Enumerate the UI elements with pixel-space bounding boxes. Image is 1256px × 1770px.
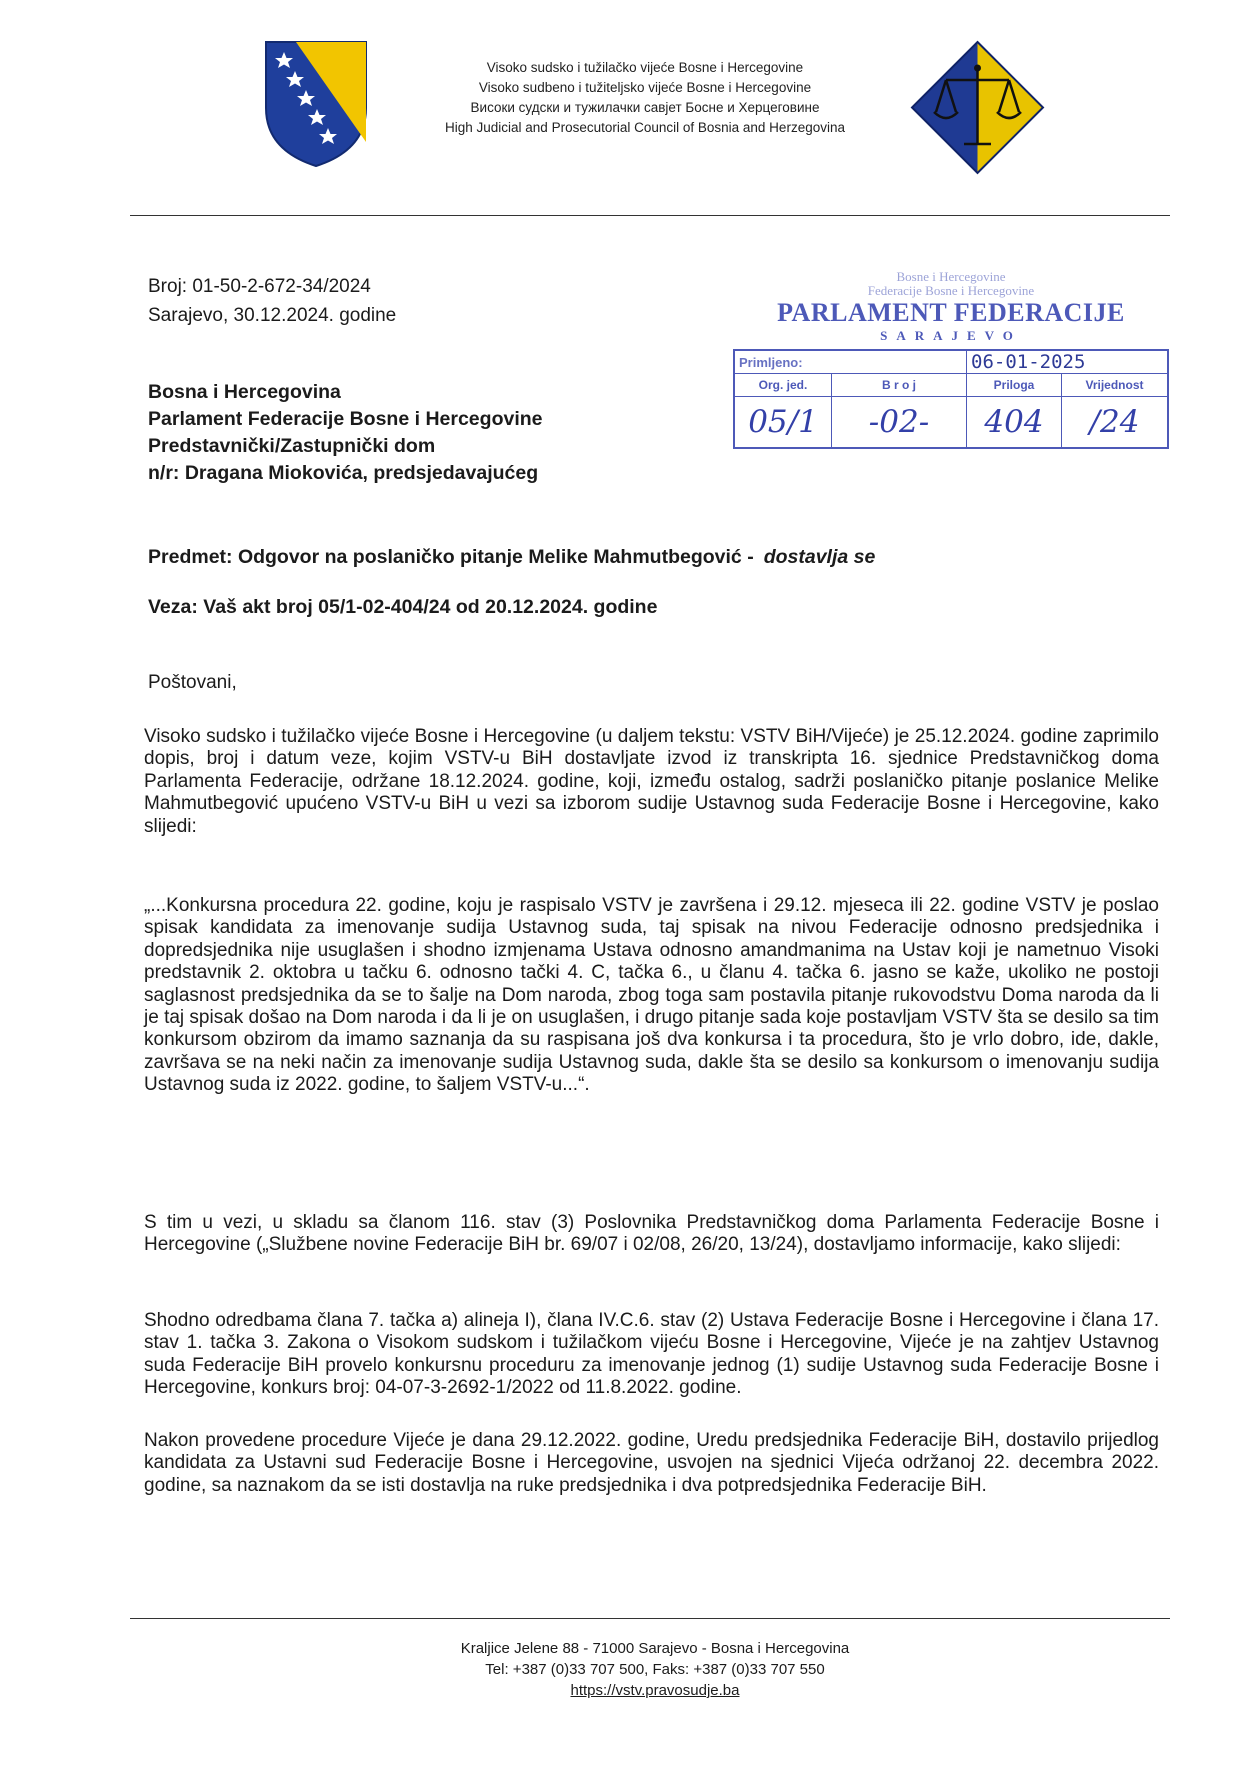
reference-line: Veza: Vaš akt broj 05/1-02-404/24 od 20.12.2024. godine xyxy=(148,596,658,618)
footer-website-link[interactable]: https://vstv.pravosudje.ba xyxy=(570,1682,740,1699)
footer-divider xyxy=(130,1618,1170,1619)
stamp-received-label: Primljeno: xyxy=(734,350,967,374)
scales-of-justice-emblem-icon xyxy=(910,40,1045,175)
subject-suffix: dostavlja se xyxy=(763,546,876,568)
stamp-faded-line-2: Federacije Bosne i Hercegovine xyxy=(867,283,1035,298)
received-stamp xyxy=(733,270,1169,449)
stamp-column-attachments: Priloga xyxy=(967,374,1062,397)
footer-phone: Tel: +387 (0)33 707 500, Faks: +387 (0)33 707 550 xyxy=(485,1661,825,1678)
header-divider xyxy=(130,215,1170,216)
recipient-attention: n/r: Dragana Miokovića, predsjedavajućeg xyxy=(148,462,539,484)
stamp-value-number: -02- xyxy=(832,397,967,449)
institution-name-hr: Visoko sudbeno i tužiteljsko vijeće Bosne i Hercegovine xyxy=(478,80,812,95)
salutation: Poštovani, xyxy=(148,672,237,693)
footer xyxy=(350,1638,960,1701)
stamp-city: SARAJEVO xyxy=(880,328,1022,343)
institution-name-en: High Judicial and Prosecutorial Council of Bosnia and Herzegovina xyxy=(445,120,845,135)
stamp-registry-table xyxy=(733,349,1169,449)
body-paragraph: Shodno odredbama člana 7. tačka a) alineja I), člana IV.C.6. stav (2) Ustava Federacije Bosne i Hercegovine i člana 17. stav 1. tačka 3. Zakona o Visokom sudskom i tužilačkom vijeću Bosne i Hercegovine, Vijeće je na zahtjev Ustavnog suda Federacije BiH provelo konkursnu proceduru za imenovanje jednog (1) sudije Ustavnog suda Federacije Bosne i Hercegovine, konkurs broj: 04-07-3-2692-1/2022 od 11.8.2022. godine. xyxy=(144,1310,1159,1399)
document-meta xyxy=(148,272,396,330)
place-and-date: Sarajevo, 30.12.2024. godine xyxy=(148,305,397,326)
stamp-value-org-unit: 05/1 xyxy=(734,397,832,449)
recipient-address xyxy=(148,379,543,487)
stamp-column-value: Vrijednost xyxy=(1062,374,1169,397)
subject-text: Predmet: Odgovor na poslaničko pitanje Melike Mahmutbegović - xyxy=(148,546,754,568)
body-paragraph: S tim u vezi, u skladu sa članom 116. stav (3) Poslovnika Predstavničkog doma Parlamenta Federacije Bosne i Hercegovine („Službene novine Federacije BiH br. 69/07 i 02/08, 26/20, 13/24), dostavljamo informacije, kako slijedi: xyxy=(144,1212,1159,1256)
stamp-title: PARLAMENT FEDERACIJE xyxy=(777,298,1125,327)
stamp-column-number: B r o j xyxy=(832,374,967,397)
institution-name-bs: Visoko sudsko i tužilačko vijeće Bosne i Hercegovine xyxy=(486,60,804,75)
stamp-faded-line-1: Bosne i Hercegovine xyxy=(896,269,1006,284)
recipient-country: Bosna i Hercegovina xyxy=(148,381,341,403)
recipient-parliament: Parlament Federacije Bosne i Hercegovine xyxy=(148,408,543,430)
stamp-value-attachments: 404 xyxy=(967,397,1062,449)
body-paragraph: Visoko sudsko i tužilačko vijeće Bosne i Hercegovine (u daljem tekstu: VSTV BiH/Vijeće) je 25.12.2024. godine zaprimilo dopis, broj i datum veze, kojim VSTV-u BiH dostavljate izvod iz transkripta 16. sjednice Predstavničkog doma Parlamenta Federacije, održane 18.12.2024. godine, koji, između ostalog, sadrži poslaničko pitanje poslanice Melike Mahmutbegović upućeno VSTV-u BiH u vezi sa izborom sudije Ustavnog suda Federacije Bosne i Hercegovine, kako slijedi: xyxy=(144,726,1159,837)
stamp-value-value: /24 xyxy=(1062,397,1169,449)
subject-line xyxy=(148,546,875,569)
stamp-received-date: 06-01-2025 xyxy=(967,350,1169,374)
footer-address: Kraljice Jelene 88 - 71000 Sarajevo - Bosna i Hercegovina xyxy=(460,1640,850,1657)
institution-name-sr: Високи судски и тужилачки савјет Босне и Херцеговине xyxy=(470,100,820,115)
body-paragraph: Nakon provedene procedure Vijeće je dana 29.12.2022. godine, Uredu predsjednika Federacije BiH, dostavilo prijedlog kandidata za Ustavni sud Federacije Bosne i Hercegovine, usvojen na sjednici Vijeća održanoj 22. decembra 2022. godine, sa naznakom da se isti dostavlja na ruke predsjednika i dva potpredsjednika Federacije BiH. xyxy=(144,1430,1159,1496)
bih-coat-of-arms-icon xyxy=(262,38,370,168)
quoted-question-paragraph: „...Konkursna procedura 22. godine, koju je raspisalo VSTV je završena i 29.12. mjeseca ili 22. godine VSTV je poslao spisak kandidata za imenovanje sudija Ustavnog suda, taj spisak na nivou Federacije odnosno predsjednika i dopredsjednika nije usuglašen i shodno izmjenama Ustava odnosno amandmanima na Ustav koji je nametnuo Visoki predstavnik 2. oktobra u tačku 6. odnosno tački 4. C, tačka 6., u članu 4. tačka 6. jasno se kaže, ukoliko ne postoji saglasnost predsjednika da se to šalje na Dom naroda, zbog toga sam postavila pitanje rukovodstvu Doma naroda da li je taj spisak došao na Dom naroda i da li je on usuglašen, i drugo pitanje sada koje postavljam VSTV šta se desilo sa tim konkursom obzirom da imamo saznanja da su raspisana još dva konkursa i ta procedura, što je vrlo dobro, ide, dakle, završava se na neki način za imenovanje sudija Ustavnog suda, dakle šta se desilo sa konkursom o imenovanju sudija Ustavnog suda iz 2022. godine, to šaljem VSTV-u...“. xyxy=(144,895,1159,1096)
stamp-column-org-unit: Org. jed. xyxy=(734,374,832,397)
recipient-house: Predstavnički/Zastupnički dom xyxy=(148,435,436,457)
reference-number: Broj: 01-50-2-672-34/2024 xyxy=(148,276,371,297)
institution-name-block xyxy=(400,58,890,138)
